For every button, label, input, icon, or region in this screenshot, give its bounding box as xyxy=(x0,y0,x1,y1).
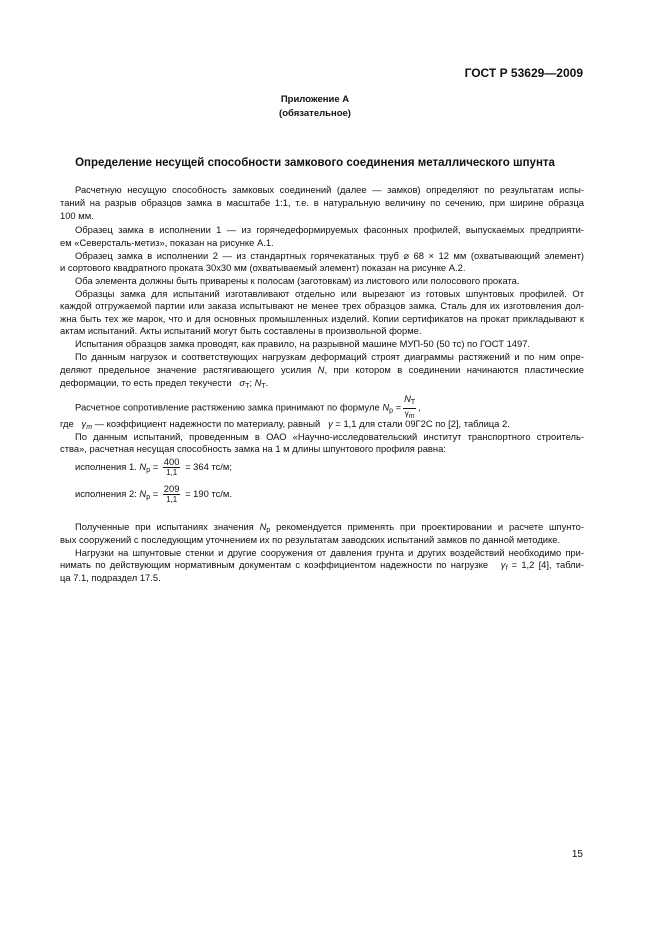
paragraph-line: вых сооружений с последующим уточнением их по результатам заводских испытаний замков по данной методике. xyxy=(60,534,561,545)
paragraph-line: Испытания образцов замка проводят, как правило, на разрывной машине МУП-50 (50 тс) по ГОСТ 1497. xyxy=(75,338,531,349)
calc-line: исполнения 2: $N_р$ = $\frac{209}{1,1}$ = 190 тс/м. xyxy=(75,483,232,504)
paragraph-line: Образцы замка для испытаний изготавливают отдельно или вырезают из готовых шпунтовых профилей. От xyxy=(75,288,584,299)
section-title: Определение несущей способности замкового соединения металлического шпунта xyxy=(75,157,555,169)
paragraph-line: По данным нагрузок и соответствующих нагрузкам деформаций строят диаграммы растяжений и по ним опре- xyxy=(75,351,584,362)
formula-fraction: $\frac{N_Т}{\gamma m}$ xyxy=(404,393,416,420)
page-number: 15 xyxy=(571,849,583,860)
calc-fraction: $\frac{400}{1,1}$ xyxy=(163,456,180,477)
paragraph-line: нимать по действующим нормативным документам с коэффициентом надежности по нагрузке $\gamma_f = 1,2$ [4], табли- xyxy=(60,559,585,572)
calc-fraction: $\frac{209}{1,1}$ xyxy=(163,483,180,504)
paragraph-line: ем «Северсталь-метиз», показан на рисунке А.1. xyxy=(60,237,274,248)
paragraph-line: актам испытаний. Акты испытаний могут быть составлены в произвольной форме. xyxy=(60,325,422,336)
paragraph-line: ца 7.1, подраздел 17.5. xyxy=(60,572,161,583)
paragraph-line: жна быть тех же марок, что и для основных промышленных изделий. Копии сертификатов на прокат прикладывают к xyxy=(60,313,584,324)
appendix-status: (обязательное) xyxy=(279,108,351,119)
paragraph-line: Образец замка в исполнении 2 — из стандартных горячекатаных труб ⌀ 68 × 12 мм (охватывающий элемент) xyxy=(75,250,584,261)
paragraph-line: и сортового квадратного проката 30х30 мм (охватываемый элемент) показан на рисунке А.2. xyxy=(60,262,466,273)
paragraph-line: деформации, то есть предел текучести $\sigma_Т$; $N_Т$. xyxy=(60,377,269,390)
formula-line: Расчетное сопротивление растяжению замка принимают по формуле $N_р$ = $\frac{N_Т}{\gamma m}$ , xyxy=(75,393,421,420)
paragraph-line: ства», расчетная несущая способность замка на 1 м длины шпунтового профиля равна: xyxy=(60,443,446,454)
calc-line: исполнения 1. $N_р$ = $\frac{400}{1,1}$ = 364 тс/м; xyxy=(75,456,232,477)
paragraph-line: таний на разрыв образцов замка в масштабе 1:1, т.е. в натуральную величину по сечению, при ширине образца xyxy=(60,197,584,208)
paragraph-line: Образец замка в исполнении 1 — из горячедеформируемых фасонных профилей, выпускаемых предприяти- xyxy=(75,224,584,235)
paragraph-line: Оба элемента должны быть приварены к полосам (заготовкам) из листового или полосового проката. xyxy=(75,275,520,286)
paragraph-line: каждой отгружаемой партии или заказа испытывают не менее трех образцов замка. Сталь для их изготовления дол- xyxy=(60,300,584,311)
appendix-title: Приложение А xyxy=(280,94,350,105)
paragraph-line: где $\gamma_m$ — коэффициент надежности по материалу, равный γ = 1,1 для стали 09Г2С по [2], таблица 2. xyxy=(60,418,510,431)
paragraph-line: Полученные при испытаниях значения $N_р$ рекомендуется применять при проектировании и расчете шпунто- xyxy=(75,521,584,534)
standard-number: ГОСТ Р 53629—2009 xyxy=(464,66,583,80)
paragraph-line: 100 мм. xyxy=(60,210,94,221)
paragraph-line: деляют предельное значение растягивающего усилия N, при котором в соединении начинаются пластические xyxy=(60,364,584,375)
paragraph-line: Нагрузки на шпунтовые стенки и другие сооружения от давления грунта и других воздействий необходимо при- xyxy=(75,547,584,558)
paragraph-line: Расчетную несущую способность замковых соединений (далее — замков) определяют по результатам испы- xyxy=(75,184,584,195)
paragraph-line: По данным испытаний, проведенным в ОАО «Научно-исследовательский институт транспортного строитель- xyxy=(75,431,584,442)
